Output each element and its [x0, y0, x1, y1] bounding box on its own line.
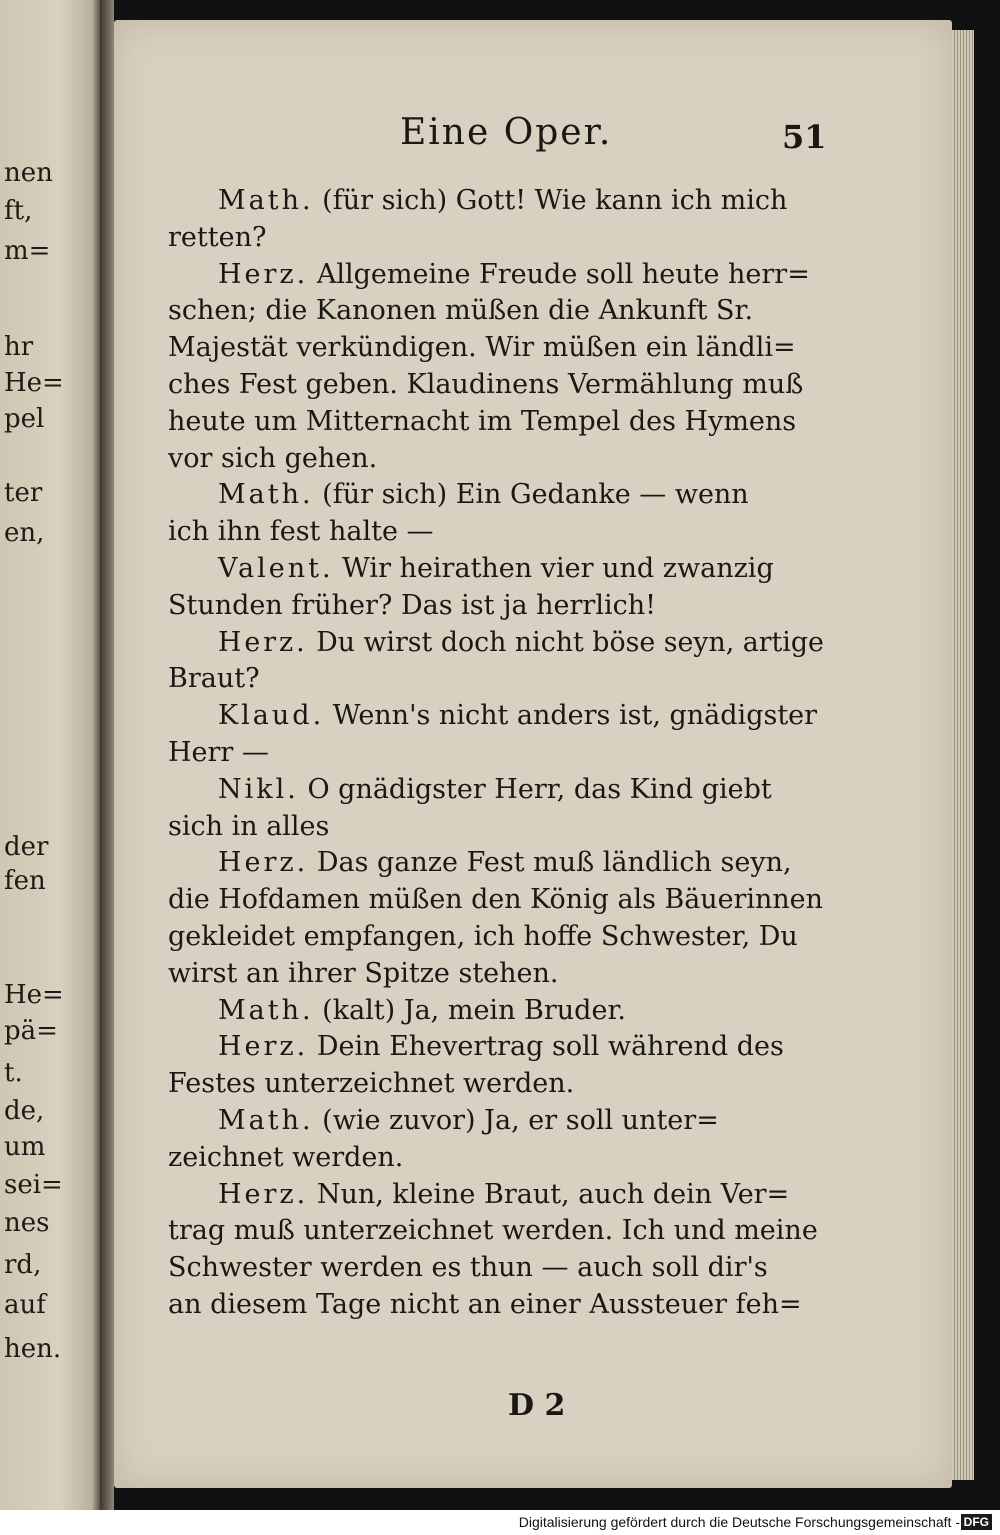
- text-line: [168, 809, 823, 846]
- page-number: 51: [782, 118, 827, 156]
- text-line: [168, 220, 823, 257]
- text-line: [168, 993, 823, 1030]
- line-text: zeichnet werden.: [168, 1141, 404, 1173]
- facing-page-fragment: hen.: [4, 1334, 62, 1364]
- line-text: Stunden früher? Das ist ja herrlich!: [168, 589, 656, 621]
- facing-page-fragment: nen: [4, 158, 53, 188]
- text-line: [168, 551, 823, 588]
- speaker-name: Math.: [218, 994, 314, 1026]
- facing-page-fragment: nes: [4, 1208, 50, 1238]
- running-title: Eine Oper.: [400, 112, 613, 153]
- facing-page-fragment: m=: [4, 236, 51, 266]
- text-line: [168, 404, 823, 441]
- text-line: [168, 183, 823, 220]
- text-line: [168, 257, 823, 294]
- text-line: [168, 293, 823, 330]
- line-text: trag muß unterzeichnet werden. Ich und meine: [168, 1215, 818, 1247]
- text-line: [168, 772, 823, 809]
- facing-page-fragment: He=: [4, 980, 64, 1010]
- facing-page-fragment: en,: [4, 518, 45, 548]
- line-text: Festes unterzeichnet werden.: [168, 1068, 575, 1100]
- line-text: Braut?: [168, 663, 260, 695]
- facing-page-fragment: He=: [4, 368, 64, 398]
- text-line: [168, 1213, 823, 1250]
- line-text: Wenn's nicht anders ist, gnädigster: [332, 700, 818, 732]
- speaker-name: Herz.: [218, 1031, 309, 1063]
- page-stack-edge: [952, 30, 974, 1480]
- line-text: ich ihn fest halte —: [168, 516, 434, 548]
- line-text: (kalt) Ja, mein Bruder.: [322, 994, 626, 1026]
- text-line: [168, 882, 823, 919]
- line-text: vor sich gehen.: [168, 442, 378, 474]
- speaker-name: Math.: [218, 185, 314, 216]
- line-text: Allgemeine Freude soll heute herr=: [316, 258, 810, 290]
- text-line: [168, 441, 823, 478]
- speaker-name: Valent.: [218, 552, 334, 584]
- facing-page-fragment: t.: [4, 1058, 23, 1088]
- line-text: schen; die Kanonen müßen die Ankunft Sr.: [168, 295, 754, 327]
- facing-page-edge: [0, 0, 100, 1510]
- line-text: Schwester werden es thun — auch soll dir's: [168, 1252, 768, 1284]
- facing-page-fragment: pä=: [4, 1016, 58, 1046]
- text-line: [168, 514, 823, 551]
- text-line: [168, 1103, 823, 1140]
- speaker-name: Math.: [218, 479, 314, 511]
- line-text: Wir heirathen vier und zwanzig: [342, 552, 774, 584]
- facing-page-fragment: fen: [4, 866, 46, 896]
- facing-page-fragment: pel: [4, 404, 45, 434]
- footer-credit: Digitalisierung gefördert durch die Deutsche Forschungsgemeinschaft -: [518, 1514, 960, 1530]
- line-text: sich in alles: [168, 810, 330, 842]
- speaker-name: Herz.: [218, 258, 309, 290]
- line-text: ches Fest geben. Klaudinens Vermählung muß: [168, 368, 804, 400]
- page-body-text: [168, 183, 823, 1324]
- line-text: wirst an ihrer Spitze stehen.: [168, 957, 559, 989]
- facing-page-fragment: um: [4, 1132, 46, 1162]
- text-line: [168, 1029, 823, 1066]
- speaker-name: Herz.: [218, 626, 308, 658]
- line-text: (wie zuvor) Ja, er soll unter=: [322, 1104, 719, 1136]
- line-text: (für sich) Ein Gedanke — wenn: [322, 479, 749, 511]
- text-line: [168, 735, 823, 772]
- text-line: [168, 588, 823, 625]
- line-text: Herr —: [168, 736, 269, 768]
- facing-page-fragment: auf: [4, 1290, 46, 1320]
- text-line: [168, 845, 823, 882]
- text-line: [168, 367, 823, 404]
- text-line: [168, 661, 823, 698]
- line-text: Das ganze Fest muß ländlich seyn,: [316, 847, 792, 879]
- facing-page-fragment: rd,: [4, 1250, 42, 1280]
- facing-page-fragment: ft,: [4, 196, 33, 226]
- line-text: die Hofdamen müßen den König als Bäuerinnen: [168, 884, 823, 916]
- line-text: (für sich) Gott! Wie kann ich mich: [322, 185, 788, 216]
- speaker-name: Herz.: [218, 847, 309, 879]
- line-text: Du wirst doch nicht böse seyn, artige: [316, 626, 824, 658]
- facing-page-fragment: sei=: [4, 1170, 63, 1200]
- line-text: retten?: [168, 221, 267, 253]
- digitization-footer: [0, 1510, 1000, 1535]
- facing-page-fragment: ter: [4, 478, 43, 508]
- text-line: [168, 477, 823, 514]
- book-gutter: [100, 0, 114, 1510]
- text-line: [168, 1287, 823, 1324]
- line-text: O gnädigster Herr, das Kind giebt: [307, 773, 772, 805]
- text-line: [168, 698, 823, 735]
- line-text: Nun, kleine Braut, auch dein Ver=: [316, 1178, 790, 1210]
- text-line: [168, 1250, 823, 1287]
- dfg-logo: DFG: [961, 1514, 992, 1530]
- line-text: an diesem Tage nicht an einer Aussteuer feh=: [168, 1288, 802, 1320]
- line-text: heute um Mitternacht im Tempel des Hymens: [168, 405, 797, 437]
- text-line: [168, 330, 823, 367]
- speaker-name: Herz.: [218, 1178, 309, 1210]
- text-line: [168, 1066, 823, 1103]
- facing-page-fragment: de,: [4, 1096, 45, 1126]
- signature-mark: D 2: [508, 1388, 566, 1423]
- speaker-name: Nikl.: [218, 773, 299, 805]
- line-text: Majestät verkündigen. Wir müßen ein ländli=: [168, 332, 796, 364]
- facing-page-fragment: der: [4, 832, 49, 862]
- speaker-name: Math.: [218, 1104, 314, 1136]
- facing-page-fragment: hr: [4, 332, 34, 362]
- line-text: gekleidet empfangen, ich hoffe Schwester, Du: [168, 920, 798, 952]
- text-line: [168, 625, 823, 662]
- line-text: Dein Ehevertrag soll während des: [316, 1031, 784, 1063]
- page-header: [114, 112, 952, 172]
- speaker-name: Klaud.: [218, 700, 325, 732]
- text-line: [168, 1140, 823, 1177]
- text-line: [168, 919, 823, 956]
- text-line: [168, 956, 823, 993]
- text-line: [168, 1177, 823, 1214]
